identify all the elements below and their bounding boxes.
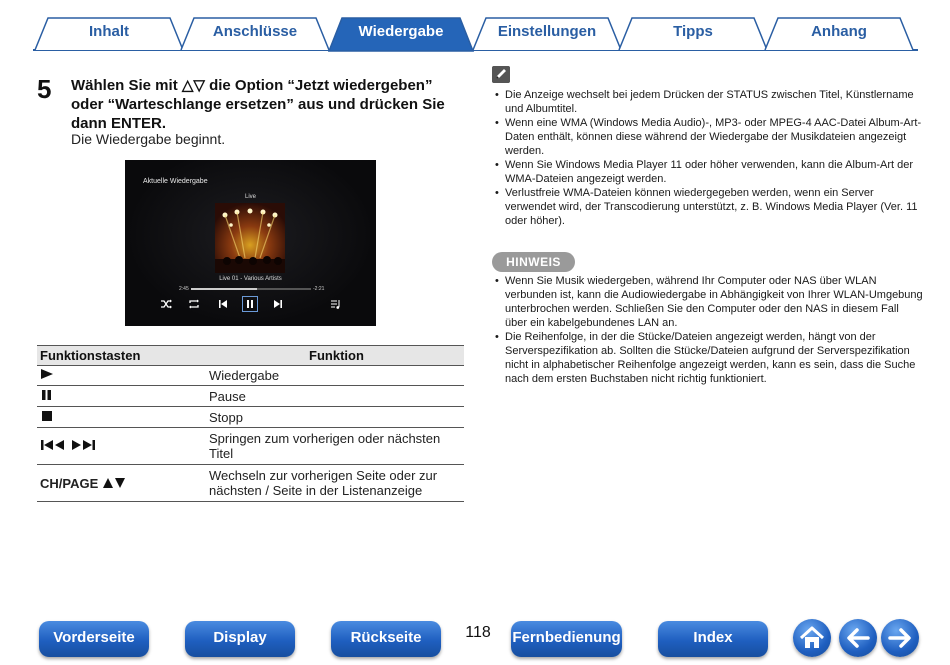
repeat-icon [187, 297, 201, 311]
tab-wiedergabe[interactable]: Wiedergabe [358, 23, 444, 40]
function-cell: Springen zum vorherigen oder nächsten Titel [209, 428, 464, 465]
key-cell [37, 428, 209, 465]
step-number: 5 [37, 74, 52, 104]
previous-icon [216, 297, 230, 311]
note-item: • Verlustfreie WMA-Dateien können wiedergegeben werden, wenn ein Server verwendet wird, der Transcodierung unterstützt, z. B. Windows Media Player (Ver. 11 oder höher). [493, 186, 923, 228]
tab-anschluesse[interactable]: Anschlüsse [212, 23, 298, 40]
function-cell: Pause [209, 386, 464, 407]
function-keys-table [37, 345, 464, 502]
rueckseite-button[interactable]: Rückseite [331, 621, 441, 657]
tab-anhang[interactable]: Anhang [811, 23, 867, 40]
display-button[interactable]: Display [185, 621, 295, 657]
key-cell [37, 386, 209, 407]
vorderseite-button[interactable]: Vorderseite [39, 621, 149, 657]
hinweis-item: • Wenn Sie Musik wiedergeben, während Ihr Computer oder NAS über WLAN verbunden ist, kann die Audiowiedergabe in Abhängigkeit von Ihrer WLAN-Umgebung unterbrochen werden. Schließen Sie den Computer oder den NAS in diesem Fall über ein kabelgebundenes LAN an. [493, 274, 923, 330]
home-icon [793, 619, 831, 657]
pause-icon [40, 389, 54, 401]
now-playing-screenshot [125, 160, 376, 326]
key-cell [37, 407, 209, 428]
tab-tipps[interactable]: Tipps [673, 23, 713, 40]
table-row [37, 366, 464, 386]
forward-button[interactable] [881, 619, 919, 657]
hinweis-item: • Die Reihenfolge, in der die Stücke/Dateien angezeigt werden, hängt von der Serverspezifikation ab. Sollten die Stücke/Dateien aufgrund der Serverspezifikation nicht in alphabetischer Reihenfolge angezeigt werden, kann es sein, dass die Suche nach dem ersten Buchstaben nicht richtig funktioniert. [493, 330, 923, 386]
tab-inhalt[interactable]: Inhalt [89, 23, 129, 40]
key-cell [37, 465, 209, 502]
table-row [37, 407, 464, 428]
note-item: • Wenn Sie Windows Media Player 11 oder höher verwenden, kann die Album-Art der WMA-Dateien angezeigt werden. [493, 158, 923, 186]
next-icon [271, 297, 285, 311]
tab-bar [0, 0, 950, 54]
page-number: 118 [465, 624, 491, 641]
note-item: • Die Anzeige wechselt bei jedem Drücken der STATUS zwischen Titel, Künstlername und Albumtitel. [493, 88, 923, 116]
function-cell: Stopp [209, 407, 464, 428]
up-down-icon [102, 477, 126, 489]
arrow-left-icon [839, 619, 877, 657]
back-button[interactable] [839, 619, 877, 657]
shuffle-icon [159, 297, 173, 311]
step-instruction: Wählen Sie mit △▽ die Option “Jetzt wiedergeben” oder “Warteschlange ersetzen” aus und drücken Sie dann ENTER. [71, 77, 445, 132]
hinweis-list [493, 274, 923, 386]
key-label: CH/PAGE [40, 475, 99, 491]
step-result: Die Wiedergabe beginnt. [71, 131, 226, 147]
pause-icon [243, 297, 257, 311]
index-button[interactable]: Index [658, 621, 768, 657]
player-remaining: -2:21 [313, 286, 325, 292]
table-row [37, 386, 464, 407]
function-cell: Wechseln zur vorherigen Seite oder zur nächsten / Seite in der Listenanzeige [209, 465, 464, 502]
table-row [37, 465, 464, 502]
player-elapsed: 2:45 [179, 286, 189, 292]
function-cell: Wiedergabe [209, 366, 464, 386]
player-track: Live 01 - Various Artists [219, 276, 282, 282]
pencil-note-icon [492, 66, 510, 83]
key-cell [37, 366, 209, 386]
home-button[interactable] [793, 619, 831, 657]
queue-icon [328, 297, 342, 311]
player-progress-bar [191, 288, 311, 290]
stop-icon [40, 410, 54, 422]
column-header-function: Funktion [209, 346, 464, 366]
album-art-image [215, 203, 285, 273]
player-album: Live [244, 194, 256, 200]
play-icon [40, 368, 54, 380]
table-row [37, 428, 464, 465]
arrow-right-icon [881, 619, 919, 657]
note-item: • Wenn eine WMA (Windows Media Audio)-, MP3- oder MPEG-4 AAC-Datei Album-Art-Daten enthält, können diese während der Wiedergabe der Musikdateien angezeigt werden. [493, 116, 923, 158]
player-title: Aktuelle Wiedergabe [143, 178, 208, 185]
fernbedienung-button[interactable]: Fernbedienung [511, 621, 622, 657]
tab-einstellungen[interactable]: Einstellungen [497, 23, 597, 40]
column-header-keys: Funktionstasten [37, 346, 209, 366]
skip-icons [40, 439, 100, 451]
hinweis-badge: HINWEIS [492, 252, 575, 272]
player-progress-fill [191, 288, 257, 290]
notes-list [493, 88, 923, 228]
